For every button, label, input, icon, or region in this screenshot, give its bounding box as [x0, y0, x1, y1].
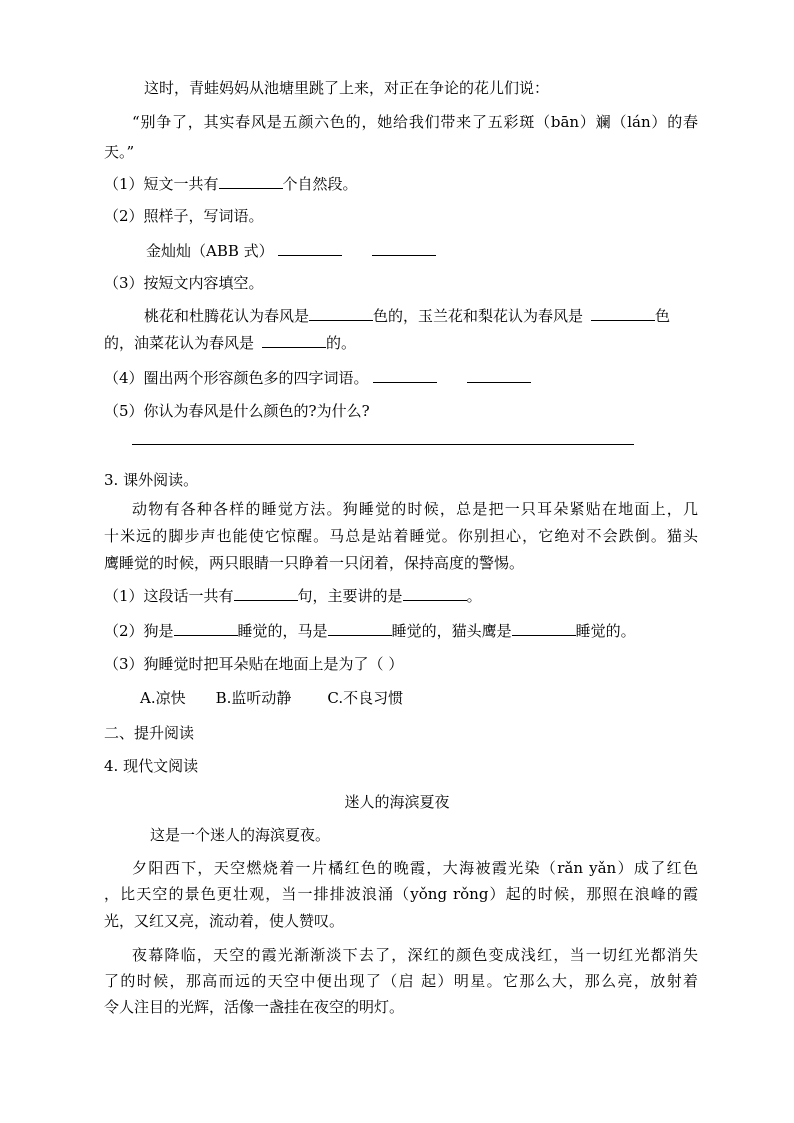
- question-3: （3）按短文内容填空。: [104, 274, 264, 292]
- answer-blank[interactable]: [591, 306, 655, 321]
- section-3-q1-text-c: 。: [466, 587, 482, 605]
- passage-paragraph-quote-line1: “别争了，其实春风是五颜六色的，她给我们带来了五彩斑（bān）斓（lán）的春: [132, 113, 698, 131]
- section-3-q1-text-b: 句，主要讲的是: [297, 587, 403, 605]
- example-word: 金灿灿（ABB 式）: [146, 242, 274, 260]
- option-a[interactable]: A.凉快: [140, 689, 186, 707]
- section-3-question-2: [104, 621, 636, 641]
- passage-2-paragraph1-line1: 夕阳西下，天空燃烧着一片橘红色的晚霞，大海被霞光染（rǎn yǎn）成了红色: [132, 859, 698, 877]
- question-4-text: （4）圈出两个形容颜色多的四字词语。: [104, 369, 369, 387]
- question-2: （2）照样子，写词语。: [104, 207, 264, 225]
- question-4-heading: 4. 现代文阅读: [104, 757, 199, 775]
- option-c[interactable]: C.不良习惯: [327, 689, 404, 707]
- answer-line[interactable]: [132, 444, 634, 445]
- answer-blank[interactable]: [512, 621, 576, 636]
- passage-2-paragraph1-line2: ，比天空的景色更壮观，当一排排波浪涌（yǒng rǒng）起的时候，那照在浪峰的霞: [104, 885, 698, 903]
- question-3-text-d: 的，油菜花认为春风是: [104, 334, 255, 352]
- question-3-line1: [144, 306, 670, 326]
- answer-blank[interactable]: [262, 333, 326, 348]
- option-b[interactable]: B.监听动静: [215, 689, 292, 707]
- section-3-q2-text-c: 睡觉的，猫头鹰是: [391, 622, 512, 640]
- question-3-text-c: 色: [655, 307, 671, 325]
- passage-2-opening: 这是一个迷人的海滨夏夜。: [150, 826, 331, 844]
- question-3-text-a: 桃花和杜腾花认为春风是: [144, 307, 310, 325]
- answer-blank[interactable]: [234, 586, 298, 601]
- question-1: [104, 174, 358, 194]
- question-4: [104, 368, 531, 388]
- section-3-q2-text-b: 睡觉的，马是: [237, 622, 328, 640]
- answer-blank[interactable]: [174, 621, 238, 636]
- question-3-text-e: 的。: [326, 334, 357, 352]
- section-3-q2-text-d: 睡觉的。: [575, 622, 636, 640]
- answer-blank[interactable]: [403, 586, 467, 601]
- answer-blank[interactable]: [309, 306, 373, 321]
- answer-blank[interactable]: [328, 621, 392, 636]
- section-3-paragraph-line2: 十米远的脚步声也能使它惊醒。马总是站着睡觉。你别担心，它绝对不会跌倒。猫头: [104, 527, 698, 545]
- answer-blank[interactable]: [278, 241, 342, 256]
- question-1-end: 个自然段。: [282, 175, 358, 193]
- answer-blank[interactable]: [467, 368, 531, 383]
- section-3-q1-text-a: （1）这段话一共有: [104, 587, 234, 605]
- answer-blank[interactable]: [372, 241, 436, 256]
- section-3-paragraph-line1: 动物有各种各样的睡觉方法。狗睡觉的时候，总是把一只耳朵紧贴在地面上，几: [132, 500, 698, 518]
- passage-paragraph-quote-line2: 天。”: [104, 143, 135, 161]
- passage-2-paragraph1-line3: 光，又红又亮，流动着，使人赞叹。: [104, 912, 345, 930]
- section-3-question-3: （3）狗睡觉时把耳朵贴在地面上是为了（ ）: [104, 655, 404, 673]
- section-3-options: [140, 688, 403, 708]
- question-3-line2: [104, 333, 356, 353]
- question-2-example: [146, 241, 436, 261]
- passage-2-paragraph2-line1: 夜幕降临，天空的霞光渐渐淡下去了，深红的颜色变成浅红，当一切红光都消失: [132, 946, 698, 964]
- passage-paragraph-frog: 这时，青蛙妈妈从池塘里跳了上来，对正在争论的花儿们说：: [144, 79, 550, 97]
- section-3-heading: 3. 课外阅读。: [104, 471, 199, 489]
- question-3-text-b: 色的，玉兰花和梨花认为春风是: [373, 307, 584, 325]
- answer-blank[interactable]: [219, 174, 283, 189]
- answer-blank[interactable]: [373, 368, 437, 383]
- section-3-question-1: [104, 586, 482, 606]
- passage-2-paragraph2-line2: 了的时候，那高而远的天空中便出现了（启 起）明星。它那么大，那么亮，放射着: [104, 972, 698, 990]
- question-1-text: （1）短文一共有: [104, 175, 219, 193]
- passage-2-paragraph2-line3: 令人注目的光辉，活像一盏挂在夜空的明灯。: [104, 998, 405, 1016]
- question-5: （5）你认为春风是什么颜色的?为什么?: [104, 402, 370, 420]
- section-two-heading: 二、提升阅读: [104, 724, 195, 742]
- section-3-q2-text-a: （2）狗是: [104, 622, 174, 640]
- section-3-paragraph-line3: 鹰睡觉的时候，两只眼睛一只睁着一只闭着，保持高度的警惕。: [104, 554, 525, 572]
- passage-title: 迷人的海滨夏夜: [344, 793, 450, 811]
